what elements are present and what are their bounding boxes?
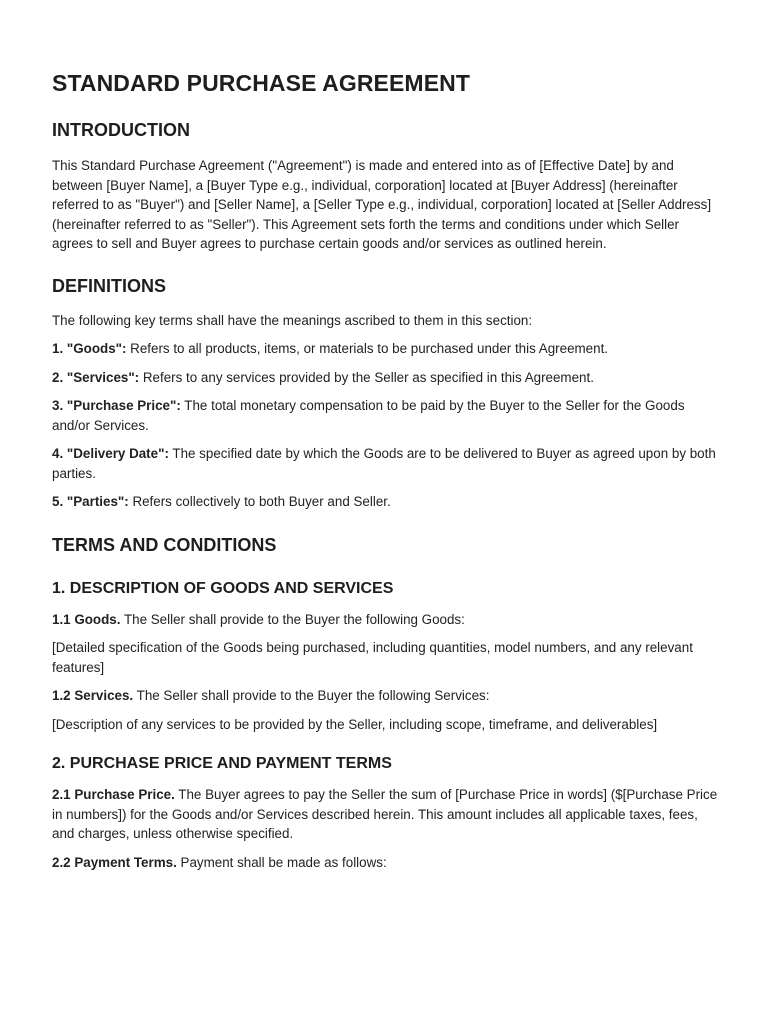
introduction-paragraph: This Standard Purchase Agreement ("Agreement") is made and entered into as of [Effective Date] by and between [Buyer Name], a [Buyer Type e.g., individual, corporation] located at [Buyer Address] (hereinafter referred to as "Buyer") and [Seller Name], a [Seller Type e.g., individual, corporation] located at [Seller Address] (hereinafter referred to as "Seller"). This Agreement sets forth the terms and conditions under which Seller agrees to sell and Buyer agrees to purchase certain goods and/or services as outlined herein. [52, 158, 712, 251]
definition-item-goods [52, 339, 720, 359]
goods-detail: [Detailed specification of the Goods being purchased, including quantities, model numbers, and any relevant features] [52, 640, 693, 675]
payment-terms-label: 2.2 Payment Terms. [52, 854, 177, 870]
definitions-intro: The following key terms shall have the meanings ascribed to them in this section: [52, 312, 533, 328]
payment-terms-text: Payment shall be made as follows: [176, 854, 387, 870]
definition-item-delivery-date [52, 444, 720, 483]
purchase-price-label: 2.1 Purchase Price. [52, 787, 175, 802]
services-detail: [Description of any services to be provided by the Seller, including scope, timeframe, and deliverables] [52, 716, 658, 732]
definition-text: Refers to any services provided by the Seller as specified in this Agreement. [139, 369, 594, 385]
definition-term: 4. "Delivery Date": [52, 446, 169, 461]
definition-item-services [52, 368, 720, 388]
section-2-heading: 2. PURCHASE PRICE AND PAYMENT TERMS [52, 755, 392, 772]
definition-text: Refers collectively to both Buyer and Seller. [128, 494, 391, 509]
section-1-heading: 1. DESCRIPTION OF GOODS AND SERVICES [52, 579, 394, 597]
definition-text: The total monetary compensation to be paid by the Buyer to the Seller for the Goods and/or Services. [52, 398, 685, 433]
introduction-heading: INTRODUCTION [52, 120, 190, 140]
definitions-heading: DEFINITIONS [52, 275, 167, 296]
services-text: The Seller shall provide to the Buyer the following Services: [133, 688, 490, 703]
definition-term: 5. "Parties": [52, 494, 129, 509]
definition-text: The specified date by which the Goods are to be delivered to Buyer as agreed upon by both parties. [52, 446, 716, 481]
payment-terms-clause [52, 853, 720, 873]
services-label: 1.2 Services. [52, 688, 134, 703]
goods-text: The Seller shall provide to the Buyer the following Goods: [120, 611, 465, 627]
definition-item-parties [52, 492, 720, 512]
goods-label: 1.1 Goods. [52, 611, 121, 627]
definition-text: Refers to all products, items, or materials to be purchased under this Agreement. [126, 341, 609, 356]
goods-clause [52, 610, 720, 630]
definition-item-purchase-price [52, 396, 720, 435]
purchase-price-text: The Buyer agrees to pay the Seller the sum of [Purchase Price in words] ($[Purchase Price in numbers]) for the Goods and/or Services described herein. This amount includes all applicable taxes, fees, and charges, unless otherwise specified. [52, 787, 718, 841]
definition-term: 3. "Purchase Price": [52, 398, 181, 413]
services-clause [52, 686, 720, 706]
document-title: STANDARD PURCHASE AGREEMENT [52, 70, 470, 96]
definition-term: 2. "Services": [52, 369, 140, 385]
purchase-price-clause [52, 785, 720, 844]
definition-term: 1. "Goods": [52, 341, 127, 356]
terms-heading: TERMS AND CONDITIONS [52, 534, 277, 555]
